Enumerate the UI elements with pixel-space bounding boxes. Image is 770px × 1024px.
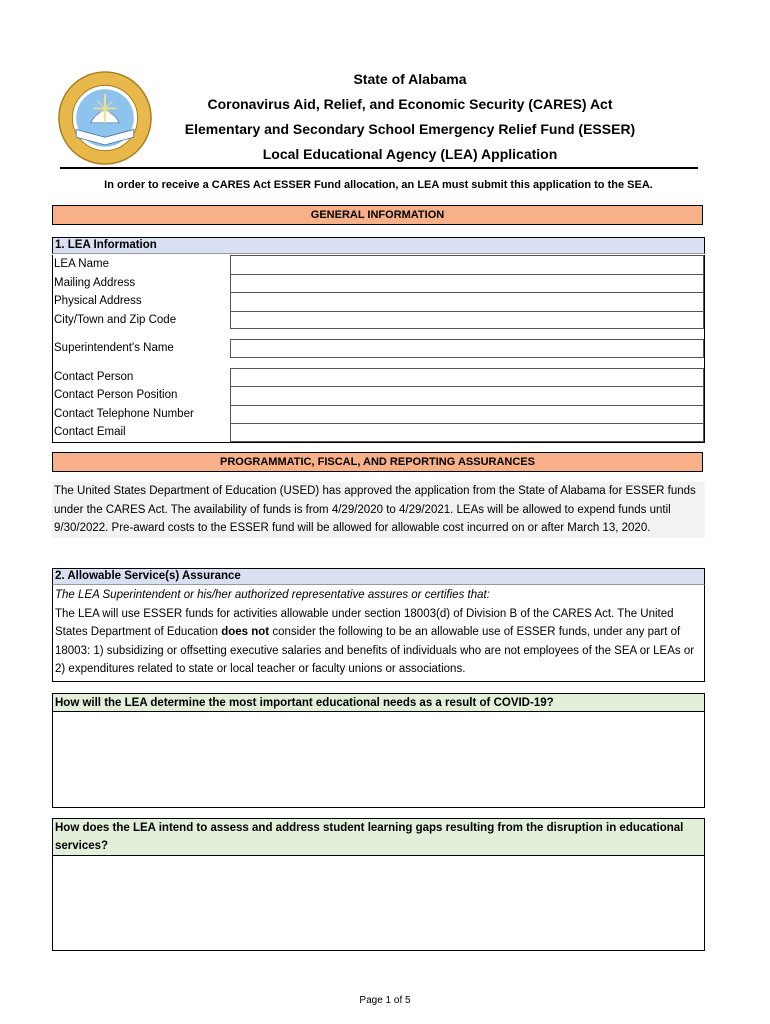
city-zip-field[interactable] [230, 311, 704, 330]
contact-email-row [53, 423, 704, 442]
allowable-text-bold: does not [221, 626, 270, 638]
intro-text: In order to receive a CARES Act ESSER Fund allocation, an LEA must submit this application to the SEA. [104, 179, 653, 191]
header-fund: Elementary and Secondary School Emergency Relief Fund (ESSER) [184, 121, 636, 137]
allowable-text-end: consider the following to be an allowable use of ESSER funds, under any part of 18003: 1) subsidizing or offsetting executive salaries and benefits of individuals who are not employees of the SEA or LEAs or 2) expenditures related to state or local teacher or faculty unions or associations. [55, 626, 695, 675]
contact-phone-field[interactable] [230, 405, 704, 424]
contact-phone-label: Contact Telephone Number [54, 407, 194, 420]
page-number: Page 1 of 5 [359, 995, 411, 1006]
mailing-address-label: Mailing Address [54, 276, 136, 289]
mailing-address-row [53, 274, 704, 293]
superintendent-label: Superintendent's Name [54, 342, 174, 354]
lea-information-heading: 1. LEA Information [52, 237, 705, 254]
physical-address-field[interactable] [230, 292, 704, 311]
lea-information-form [52, 255, 705, 443]
city-zip-label: City/Town and Zip Code [54, 313, 177, 326]
physical-address-label: Physical Address [54, 295, 142, 307]
header-act: Coronavirus Aid, Relief, and Economic Security (CARES) Act [207, 96, 613, 112]
contact-person-field[interactable] [230, 368, 704, 387]
contact-position-label: Contact Person Position [54, 389, 178, 401]
contact-position-field[interactable] [230, 386, 704, 405]
question-2-heading: How does the LEA intend to assess and address student learning gaps resulting from the disruption in educational services? [52, 818, 705, 856]
question-1-heading: How will the LEA determine the most important educational needs as a result of COVID-19? [52, 693, 705, 712]
general-information-band: GENERAL INFORMATION [52, 205, 703, 225]
contact-email-field[interactable] [230, 423, 704, 442]
lea-name-field[interactable] [230, 255, 704, 274]
allowable-service-heading: 2. Allowable Service(s) Assurance [52, 568, 705, 585]
superintendent-row [53, 339, 704, 358]
certification-line: The LEA Superintendent or his/her authorized representative assures or certifies that: [55, 589, 490, 601]
header-application: Local Educational Agency (LEA) Application [262, 146, 558, 162]
physical-address-row [53, 292, 704, 311]
superintendent-field[interactable] [230, 339, 704, 358]
assurances-band: PROGRAMMATIC, FISCAL, AND REPORTING ASSURANCES [52, 452, 703, 472]
contact-person-row [53, 368, 704, 387]
city-zip-row [53, 311, 704, 330]
allowable-text-start: The LEA will use ESSER funds for activities allowable under section 18003(d) of Division B of the CARES Act. The United States Department of Education [55, 607, 674, 638]
contact-person-label: Contact Person [54, 370, 134, 383]
used-approval-paragraph: The United States Department of Education (USED) has approved the application from the State of Alabama for ESSER funds under the CARES Act. The availability of funds is from 4/29/2020 to 4/29/2021. LEAs will be allowed to expend funds until 9/30/2022. Pre-award costs to the ESSER fund will be allowed for allowable cost incurred on or after March 13, 2020. [52, 482, 705, 538]
allowable-service-text [52, 585, 705, 682]
alabama-seal-logo [57, 70, 153, 166]
contact-position-row [53, 386, 704, 405]
question-1-answer-field[interactable] [52, 711, 705, 808]
lea-name-label: LEA Name [54, 258, 109, 270]
header-divider [60, 167, 698, 169]
header-state: State of Alabama [353, 71, 467, 87]
contact-email-label: Contact Email [54, 426, 126, 438]
lea-name-row [53, 255, 704, 274]
mailing-address-field[interactable] [230, 274, 704, 293]
document-header [160, 67, 660, 167]
question-2-answer-field[interactable] [52, 855, 705, 951]
contact-phone-row [53, 405, 704, 424]
